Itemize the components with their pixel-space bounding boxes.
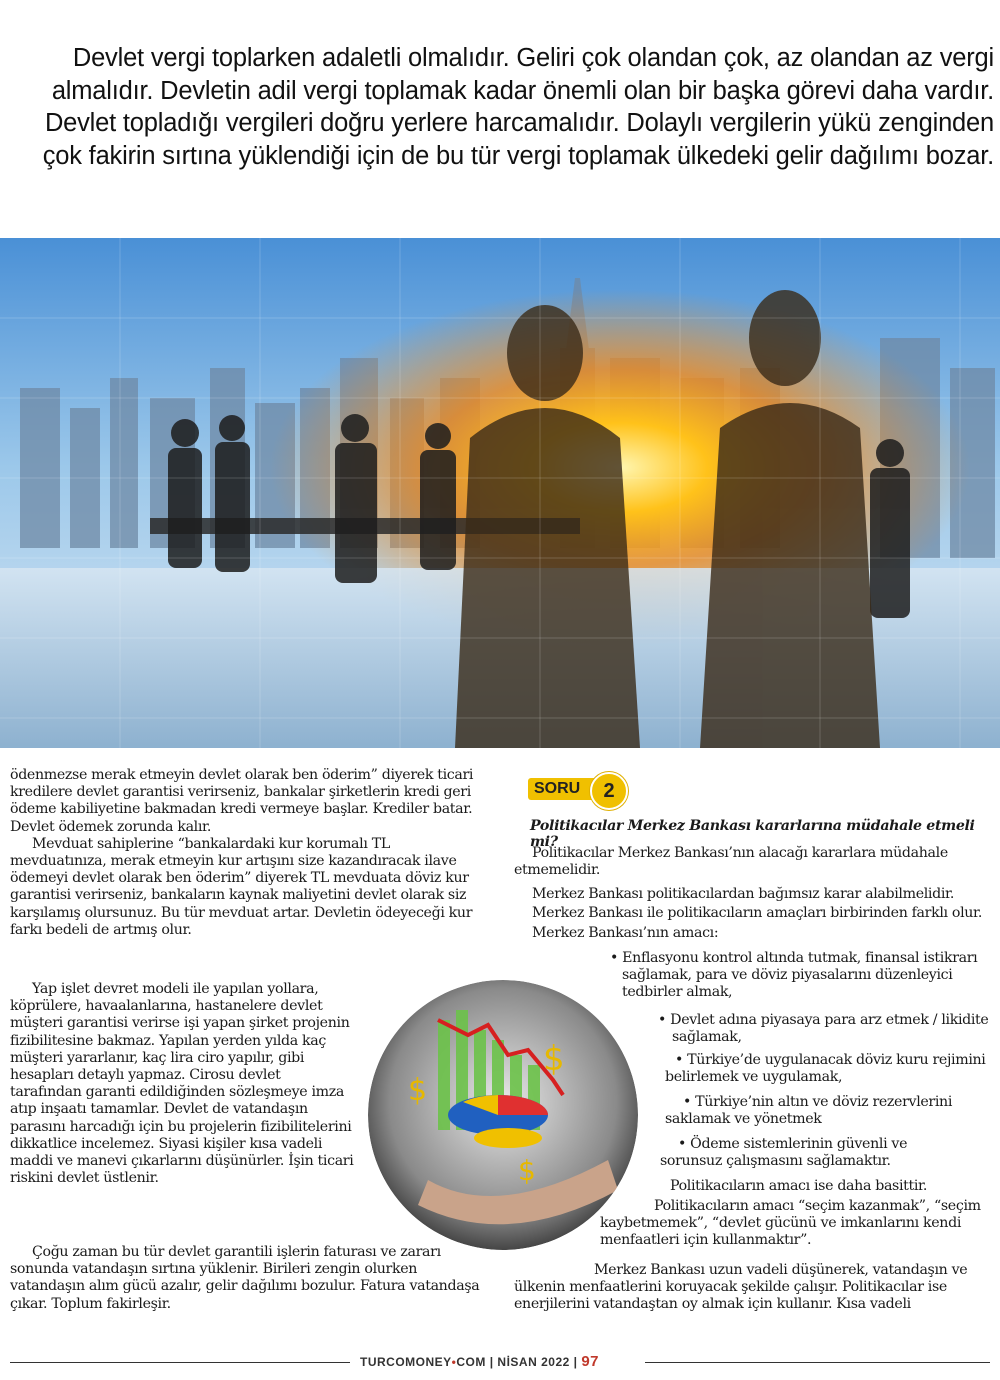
bullet-4 xyxy=(665,1094,965,1128)
soru-label: SORU xyxy=(528,778,598,800)
footer-separator: | xyxy=(489,1355,494,1369)
right-text-6 xyxy=(600,1198,990,1250)
question-number: 2 xyxy=(590,772,628,810)
bullet-text: • Türkiye’de uygulanacak döviz kuru rejimini belirlemek ve uygulamak, xyxy=(665,1052,986,1086)
left-column-bottom xyxy=(10,1244,488,1313)
right-text-1 xyxy=(514,845,994,879)
magazine-name: TURCOMONEY xyxy=(360,1355,452,1369)
svg-text:$: $ xyxy=(518,1154,536,1187)
issue-date: NİSAN 2022 xyxy=(497,1355,570,1369)
footer-rule-right xyxy=(645,1362,990,1363)
paragraph: Politikacıların amacı ise daha basittir. xyxy=(670,1178,928,1194)
paragraph: Politikacıların amacı “seçim kazanmak”, “seçim kaybetmemek”, “devlet gücünü ve imkanlarını kendi menfaatleri için kullanmaktır”. xyxy=(600,1198,981,1249)
bullet-text: • Devlet adına piyasaya para arz etmek / likidite sağlamak, xyxy=(658,1012,989,1046)
bullet-1 xyxy=(598,950,990,1002)
right-text-4 xyxy=(514,925,994,942)
paragraph: Politikacılar Merkez Bankası’nın alacağı kararlara müdahale etmemelidir. xyxy=(514,845,948,879)
bullet-3 xyxy=(665,1052,990,1086)
footer-rule-left xyxy=(10,1362,350,1363)
paragraph: ödenmezse merak etmeyin devlet olarak ben öderim” diyerek ticari kredilere devlet garantisi verirseniz, bankalar şirketlerin kredi geri ödeme kabiliyetine bakmadan kredi vermeye başlar. Krediler batar. Devlet ödemek zorunda kalır. xyxy=(10,767,474,835)
hero-image xyxy=(0,238,1000,748)
paragraph: Merkez Bankası uzun vadeli düşünerek, vatandaşın ve ülkenin menfaatlerini koruyacak şekilde çalışır. Politikacılar ise enerjilerini vatandaştan oy almak için kullanır. Kısa vadeli xyxy=(514,1262,968,1313)
right-text-2 xyxy=(514,886,994,903)
paragraph: Merkez Bankası politikacılardan bağımsız karar alabilmelidir. xyxy=(532,886,955,902)
right-text-3 xyxy=(514,905,994,922)
paragraph: Merkez Bankası ile politikacıların amaçları birbirinden farklı olur. xyxy=(532,905,983,921)
bullet-text: • Türkiye’nin altın ve döviz rezervlerini saklamak ve yönetmek xyxy=(665,1094,953,1128)
magazine-domain: COM xyxy=(456,1355,486,1369)
pull-quote: Devlet vergi toplarken adaletli olmalıdır. Geliri çok olandan çok, az olandan az vergi almalıdır. Devletin adil vergi toplamak kadar önemli olan bir başka görevi daha vardır. Devlet topladığı vergileri doğru yerlere harcamalıdır. Dolaylı vergilerin yükü zenginden çok fakirin sırtına yüklendiği için de bu tür vergi toplamak ülkedeki gelir dağılımı bozar. xyxy=(42,44,994,170)
bullet-text: • Ödeme sistemlerinin güvenli ve sorunsuz çalışmasını sağlamaktır. xyxy=(660,1136,908,1170)
paragraph: Merkez Bankası’nın amacı: xyxy=(532,925,719,941)
paragraph: Mevduat sahiplerine “bankalardaki kur korumalı TL mevduatınıza, merak etmeyin kur artışını size kazandıracak ilave ödemeyi devlet olarak ben öderim” diyerek TL mevduata döviz kur garantisi verirseniz, bankaların kaynak maliyetini devlet olarak siz karşılamış olursunuz. Bu tür mevduat artar. Devletin ödeyeceği kur farkı bedeli de artmış olur. xyxy=(10,835,473,938)
page-footer xyxy=(360,1353,640,1370)
footer-separator: | xyxy=(573,1355,578,1369)
dot-separator: • xyxy=(451,1355,457,1369)
svg-text:$: $ xyxy=(408,1073,428,1108)
bullet-2 xyxy=(650,1012,990,1046)
page-number: 97 xyxy=(581,1353,600,1370)
left-column-top xyxy=(10,767,488,939)
svg-text:$: $ xyxy=(543,1039,565,1079)
question-heading: Politikacılar Merkez Bankası kararlarına müdahale etmeli mi? xyxy=(530,818,975,850)
bullet-text: • Enflasyonu kontrol altında tutmak, finansal istikrarı sağlamak, para ve döviz piyasalarını düzenleyici tedbirler almak, xyxy=(610,950,978,1001)
finance-chart-image xyxy=(368,980,638,1250)
right-text-7 xyxy=(514,1262,994,1314)
bullet-5 xyxy=(660,1136,930,1170)
paragraph: Yap işlet devret modeli ile yapılan yollara, köprülere, havaalanlarına, hastanelere devlet müşteri garantisi verirse işi yapan şirket projenin fizibilitesine bakmaz. Yapılan yerden yılda kaç müşteri yararlanır, kaç lira ciro yapılır, gibi hesapları detaylı yapmaz. Cirosu devlet tarafından garanti edildiğinden sözleşmeye imza atıp inşaatı tamamlar. Devlet de vatandaşın parasını harcadığı için bu projelerin fizibilitelerini dikkatlice incelemez. Siyasi kişiler kısa vadeli maddi ve manevi çıkarlarını düşünürler. İşin ticari riskini devlet üstlenir. xyxy=(10,981,354,1187)
right-text-5 xyxy=(660,1178,990,1195)
paragraph: Çoğu zaman bu tür devlet garantili işlerin faturası ve zararı sonunda vatandaşın sırtına yüklenir. Birileri zengin olurken vatandaşın alım gücü azalır, gelir dağılımı bozulur. Fatura vatandaşa çıkar. Toplum fakirleşir. xyxy=(10,1244,480,1312)
left-column-middle xyxy=(10,981,355,1187)
